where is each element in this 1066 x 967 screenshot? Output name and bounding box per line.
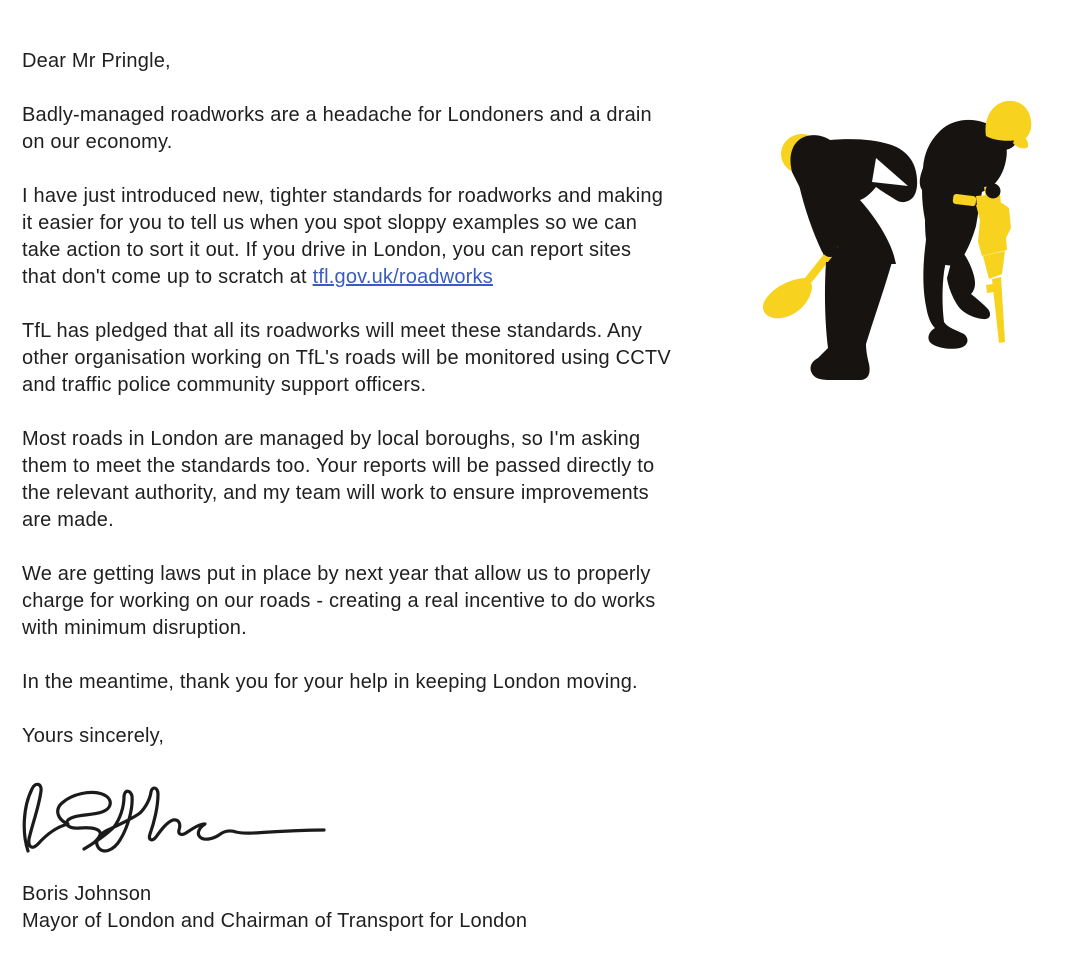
shovel-worker-silhouette bbox=[763, 134, 917, 380]
paragraph-line: them to meet the standards too. Your reports will be passed directly to bbox=[22, 455, 655, 477]
signer-block bbox=[22, 881, 746, 935]
jackhammer-icon bbox=[976, 186, 1011, 343]
roadworks-link[interactable]: tfl.gov.uk/roadworks bbox=[312, 266, 493, 288]
drill-worker-silhouette bbox=[920, 101, 1031, 349]
paragraph-line: with minimum disruption. bbox=[22, 617, 247, 639]
closing-line: Yours sincerely, bbox=[22, 725, 165, 747]
letter-body bbox=[22, 48, 746, 935]
letter-paragraphs bbox=[22, 102, 746, 696]
roadworkers-illustration bbox=[762, 92, 1062, 392]
paragraph bbox=[22, 669, 746, 696]
paragraph-line: and traffic police community support officers. bbox=[22, 374, 427, 396]
paragraph bbox=[22, 426, 746, 534]
paragraph-line: We are getting laws put in place by next year that allow us to properly bbox=[22, 563, 651, 585]
paragraph-line: other organisation working on TfL's roads will be monitored using CCTV bbox=[22, 347, 671, 369]
paragraph-line bbox=[22, 264, 746, 291]
paragraph-line: are made. bbox=[22, 509, 114, 531]
paragraph-line: I have just introduced new, tighter standards for roadworks and making bbox=[22, 185, 664, 207]
paragraph-line: it easier for you to tell us when you spot sloppy examples so we can bbox=[22, 212, 638, 234]
paragraph bbox=[22, 183, 746, 291]
paragraph-line: take action to sort it out. If you drive in London, you can report sites bbox=[22, 239, 632, 261]
signer-name: Boris Johnson bbox=[22, 883, 152, 905]
paragraph-line: charge for working on our roads - creating a real incentive to do works bbox=[22, 590, 656, 612]
paragraph-line: the relevant authority, and my team will work to ensure improvements bbox=[22, 482, 649, 504]
paragraph-line: Most roads in London are managed by local boroughs, so I'm asking bbox=[22, 428, 641, 450]
hard-hat-icon bbox=[985, 101, 1031, 141]
paragraph bbox=[22, 318, 746, 399]
paragraph-line: TfL has pledged that all its roadworks will meet these standards. Any bbox=[22, 320, 643, 342]
paragraph bbox=[22, 102, 746, 156]
paragraph-line: In the meantime, thank you for your help in keeping London moving. bbox=[22, 671, 638, 693]
paragraph-line: Badly-managed roadworks are a headache for Londoners and a drain bbox=[22, 104, 652, 126]
signature-scrawl bbox=[20, 777, 332, 861]
signer-title: Mayor of London and Chairman of Transport for London bbox=[22, 910, 528, 932]
paragraph-text: that don't come up to scratch at bbox=[22, 266, 313, 288]
paragraph bbox=[22, 561, 746, 642]
salutation: Dear Mr Pringle, bbox=[22, 50, 171, 72]
paragraph-line: on our economy. bbox=[22, 131, 173, 153]
